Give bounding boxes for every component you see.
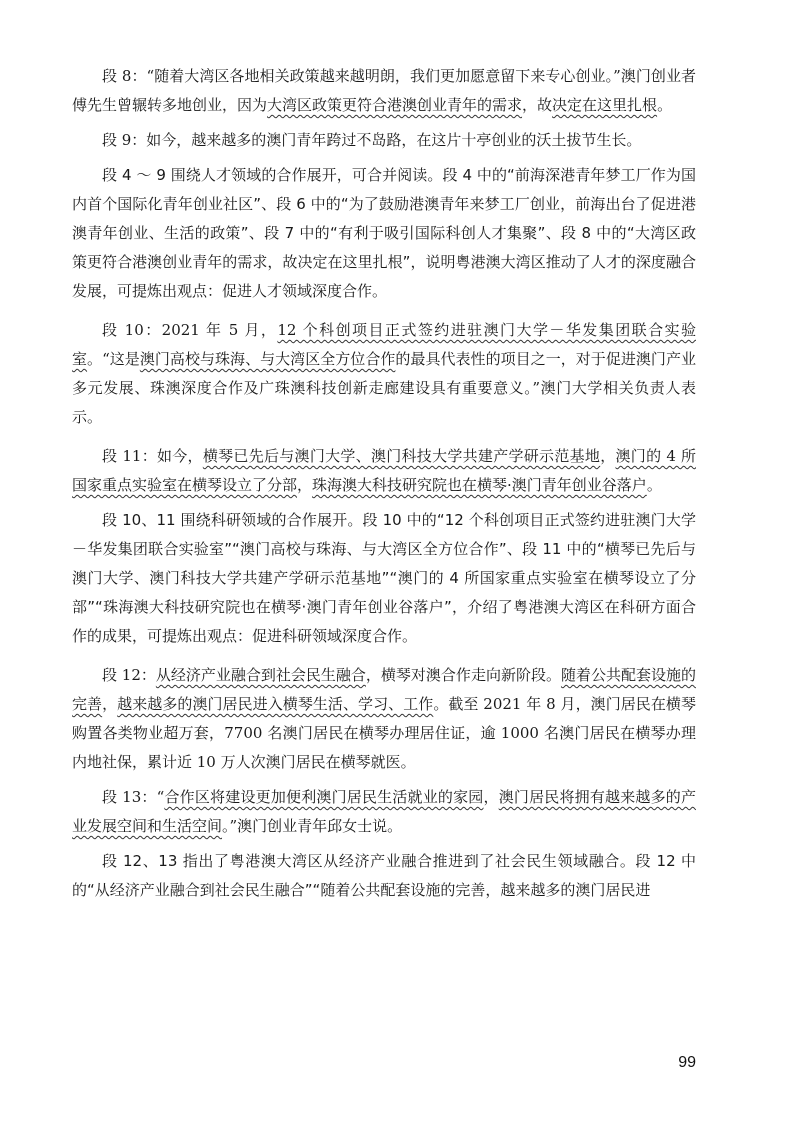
source-paragraph	[72, 661, 696, 777]
underlined-phrase: 随着公共配套设施的完善	[72, 666, 696, 713]
analysis-paragraph	[72, 847, 696, 905]
text-span: ，	[483, 788, 499, 806]
underlined-phrase: 珠海澳大科技研究院也在横琴·澳门青年创业谷落户	[312, 476, 647, 494]
underlined-phrase: 横琴已先后与澳门大学、澳门科技大学共建产学研示范基地	[202, 447, 601, 465]
analysis-paragraph	[72, 506, 696, 651]
source-paragraph	[72, 316, 696, 432]
text-span: ，	[600, 447, 616, 465]
page-number: 99	[678, 1054, 696, 1071]
text-span: 。	[646, 476, 662, 494]
text-span: 段 12、13 指出了粤港澳大湾区从经济产业融合推进到了社会民生领域融合。段 12 中的“从经济产业融合到社会民生融合”“随着公共配套设施的完善，越来越多的澳门居民进	[72, 852, 696, 899]
text-span: ，故	[522, 96, 553, 114]
text-span: 段 10：2021 年 5 月，	[102, 321, 278, 339]
text-span: 段 12：	[102, 666, 156, 684]
underlined-phrase: 澳门居民将拥有越来越多的产业发展空间和生活空间	[72, 788, 696, 835]
text-span: ，	[297, 476, 313, 494]
source-paragraph	[72, 62, 696, 120]
underlined-phrase: 决定在这里扎根	[552, 96, 658, 114]
source-paragraph	[72, 783, 696, 841]
underlined-phrase: 澳门的 4 所国家重点实验室在横琴设立了分部	[72, 447, 696, 494]
text-span: 段 8：“随着大湾区各地相关政策越来越明朗，我们更加愿意留下来专心创业。”澳门创业者傅先生曾辗转多地创业，因为	[72, 67, 696, 114]
text-span: 。截至 2021 年 8 月，澳门居民在横琴购置各类物业超万套，7700 名澳门居民在横琴办理居住证，逾 1000 名澳门居民在横琴办理内地社保，累计近 10 万人次澳门居民在横琴就医。	[72, 695, 696, 771]
analysis-paragraph	[72, 161, 696, 306]
text-span: 。	[657, 96, 673, 114]
underlined-phrase: 澳门高校与珠海、与大湾区全方位合作	[139, 350, 396, 368]
text-span: 段 9：如今，越来越多的澳门青年跨过不岛路，在这片十亭创业的沃土拔节生长。	[102, 131, 642, 149]
underlined-phrase: 合作区将建设更加便利澳门居民生活就业的家园	[164, 788, 484, 806]
underlined-phrase: 从经济产业融合到社会民生融合	[155, 666, 366, 684]
text-span: ，	[102, 695, 118, 713]
underlined-phrase: 越来越多的澳门居民进入横琴生活、学习、工作	[117, 695, 434, 713]
document-page	[72, 62, 696, 911]
text-span: 段 11：如今，	[102, 447, 203, 465]
text-span: ，横琴对澳合作走向新阶段。	[365, 666, 561, 684]
underlined-phrase: 12 个科创项目正式签约进驻澳门大学－华发集团联合实验室	[72, 321, 696, 368]
source-paragraph	[72, 442, 696, 500]
text-span: 段 4 ～ 9 围绕人才领域的合作展开，可合并阅读。段 4 中的“前海深港青年梦工厂作为国内首个国际化青年创业社区”、段 6 中的“为了鼓励港澳青年来梦工厂创业，前海出台了促进港澳青年创业、生活的政策”、段 7 中的“有利于吸引国际科创人才集聚”、段 8 中的“大湾区政策更符合港澳创业青年的需求，故决定在这里扎根”，说明粤港澳大湾区推动了人才的深度融合发展，可提炼出观点：促进人才领域深度合作。	[72, 166, 696, 300]
text-span: 段 10、11 围绕科研领域的合作展开。段 10 中的“12 个科创项目正式签约进驻澳门大学－华发集团联合实验室”“澳门高校与珠海、与大湾区全方位合作”、段 11 中的“横琴已先后与澳门大学、澳门科技大学共建产学研示范基地”“澳门的 4 所国家重点实验室在横琴设立了分部”“珠海澳大科技研究院也在横琴·澳门青年创业谷落户”，介绍了粤港澳大湾区在科研方面合作的成果，可提炼出观点：促进科研领域深度合作。	[72, 511, 696, 645]
underlined-phrase: 大湾区政策更符合港澳创业青年的需求	[267, 96, 523, 114]
text-span: 段 13：“	[102, 788, 165, 806]
text-span: 。“这是	[87, 350, 140, 368]
text-span: 。”澳门创业青年邱女士说。	[222, 817, 403, 835]
source-paragraph	[72, 126, 696, 155]
text-span: 的最具代表性的项目之一，对于促进澳门产业多元发展、珠澳深度合作及广珠澳科技创新走廊建设具有重要意义。”澳门大学相关负责人表示。	[72, 350, 696, 426]
